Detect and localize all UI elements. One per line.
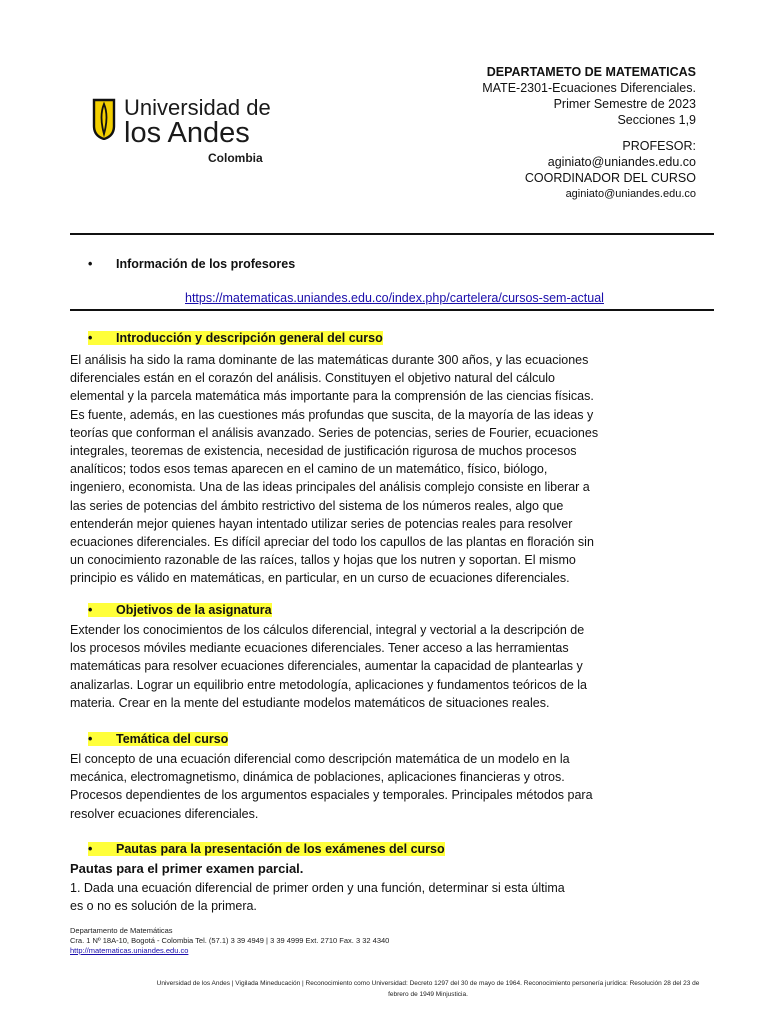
- course-name: MATE-2301-Ecuaciones Diferenciales.: [482, 81, 696, 95]
- text-line: entenderán mejor quienes hayan intentado utilizar series de potencias reales para resolver: [70, 516, 573, 531]
- footer-address: Cra. 1 Nº 18A-10, Bogotá - Colombia Tel. (57.1) 3 39 4949 | 3 39 4999 Ext. 2710 Fax. 3 32 4340: [70, 936, 390, 945]
- bullet: •: [88, 331, 93, 345]
- page-footer: [70, 926, 389, 956]
- header-divider: [70, 233, 714, 235]
- bullet: •: [88, 257, 93, 271]
- course-header: [482, 64, 696, 202]
- profesor-label: PROFESOR:: [622, 139, 696, 153]
- section-intro-heading: [88, 331, 383, 345]
- text-line: materia. Crear en la mente del estudiante modelos matemáticos de situaciones reales.: [70, 695, 550, 710]
- text-line: mecánica, electromagnetismo, dinámica de poblaciones, aplicaciones financieras y otros.: [70, 770, 565, 785]
- text-line: los procesos móviles mediante ecuaciones diferenciales. Tener acceso a las herramientas: [70, 641, 569, 656]
- logo-line-2: los Andes: [124, 117, 250, 149]
- intro-paragraph: [70, 351, 600, 588]
- text-line: resolver ecuaciones diferenciales.: [70, 806, 259, 821]
- logo-emblem-icon: [92, 98, 116, 140]
- section-pautas-heading: [88, 842, 445, 856]
- text-line: elemental y la parcela matemática más importante para la comprensión de las ciencias físicas.: [70, 389, 594, 404]
- text-line: Es fuente, además, en las cuestiones más profundas que suscita, de la mayoría de las ideas y: [70, 407, 594, 422]
- text-line: El análisis ha sido la rama dominante de las matemáticas durante 300 años, y las ecuaciones: [70, 353, 589, 367]
- section-divider: [70, 309, 714, 311]
- pautas-subtitle: Pautas para el primer examen parcial.: [70, 861, 304, 876]
- text-line: Extender los conocimientos de los cálculos diferencial, integral y vectorial a la descripción de: [70, 623, 585, 637]
- section-title: Pautas para la presentación de los exámenes del curso: [116, 842, 445, 856]
- text-line: El concepto de una ecuación diferencial como descripción matemática de un modelo en la: [70, 752, 570, 766]
- profesores-link[interactable]: https://matematicas.uniandes.edu.co/index.php/cartelera/cursos-sem-actual: [185, 291, 604, 305]
- text-line: teorías que conforman el análisis avanzado. Series de potencias, series de Fourier, ecuaciones: [70, 425, 599, 440]
- section-title: Temática del curso: [116, 732, 229, 746]
- text-line: diferenciales están en el corazón del análisis. Constituyen el objetivo natural del cálculo: [70, 371, 556, 386]
- section-title: Objetivos de la asignatura: [116, 603, 272, 617]
- logo-line-3: Colombia: [208, 151, 263, 165]
- text-line: 1. Dada una ecuación diferencial de primer orden y una función, determinar si esta última: [70, 881, 565, 895]
- text-line: un conocimiento razonable de las raíces, tallos y hojas que los nutren y soportan. El mismo: [70, 553, 576, 568]
- text-line: ecuaciones diferenciales. Es difícil apreciar del todo los capullos de las plantas en floración sin: [70, 535, 594, 550]
- department-name: DEPARTAMETO DE MATEMATICAS: [486, 65, 696, 79]
- coordinator-label: COORDINADOR DEL CURSO: [524, 171, 696, 185]
- text-line: matemáticas para resolver ecuaciones diferenciales, aumentar la capacidad de plantearlas y: [70, 659, 583, 674]
- text-line: analíticos; todos esos temas aparecen en el camino de un matemático, físico, biólogo,: [70, 462, 548, 477]
- bullet: •: [88, 603, 93, 617]
- footer-department: Departamento de Matemáticas: [70, 926, 173, 935]
- section-title: Introducción y descripción general del curso: [116, 331, 383, 345]
- profesor-email: aginiato@uniandes.edu.co: [547, 155, 696, 169]
- legal-line-2: febrero de 1949 Minjusticia.: [388, 991, 468, 998]
- logo-line-1: Universidad de: [124, 95, 271, 120]
- section-title: Información de los profesores: [116, 257, 296, 271]
- legal-line-1: Universidad de los Andes | Vigilada Mineducación | Reconocimiento como Universidad: Decreto 1297 del 30 de mayo de 1964. Reconocimiento personería jurídica: Resolución 28 del 23 de: [156, 980, 700, 987]
- semester: Primer Semestre de 2023: [553, 97, 696, 111]
- tematica-paragraph: [70, 750, 600, 823]
- legal-notice: [108, 978, 748, 1000]
- section-tematica-heading: [88, 732, 228, 746]
- text-line: Procesos dependientes de los argumentos espaciales y temporales. Principales métodos para: [70, 788, 593, 803]
- text-line: analizarlas. Lograr un equilibrio entre metodología, aplicaciones y fundamentos teóricos de la: [70, 677, 587, 692]
- sections: Secciones 1,9: [617, 113, 696, 127]
- section-profesores-heading: [88, 257, 295, 271]
- text-line: ingeniero, economista. Una de las ideas principales del análisis complejo consiste en liberar a: [70, 480, 590, 495]
- text-line: integrales, teoremas de existencia, necesidad de justificación rigurosa de muchos procesos: [70, 444, 577, 459]
- pautas-paragraph: [70, 879, 600, 915]
- section-objetivos-heading: [88, 603, 272, 617]
- coordinator-email: aginiato@uniandes.edu.co: [565, 188, 696, 200]
- bullet: •: [88, 732, 93, 746]
- text-line: las series de potencias del ámbito restrictivo del sistema de los números reales, algo que: [70, 498, 564, 513]
- footer-link[interactable]: http://matematicas.uniandes.edu.co: [70, 946, 189, 955]
- bullet: •: [88, 842, 93, 856]
- objetivos-paragraph: [70, 621, 600, 712]
- text-line: principio es válido en matemáticas, en particular, en un curso de ecuaciones diferenciales.: [70, 571, 570, 586]
- university-logo: [92, 96, 272, 168]
- text-line: es o no es solución de la primera.: [70, 899, 257, 914]
